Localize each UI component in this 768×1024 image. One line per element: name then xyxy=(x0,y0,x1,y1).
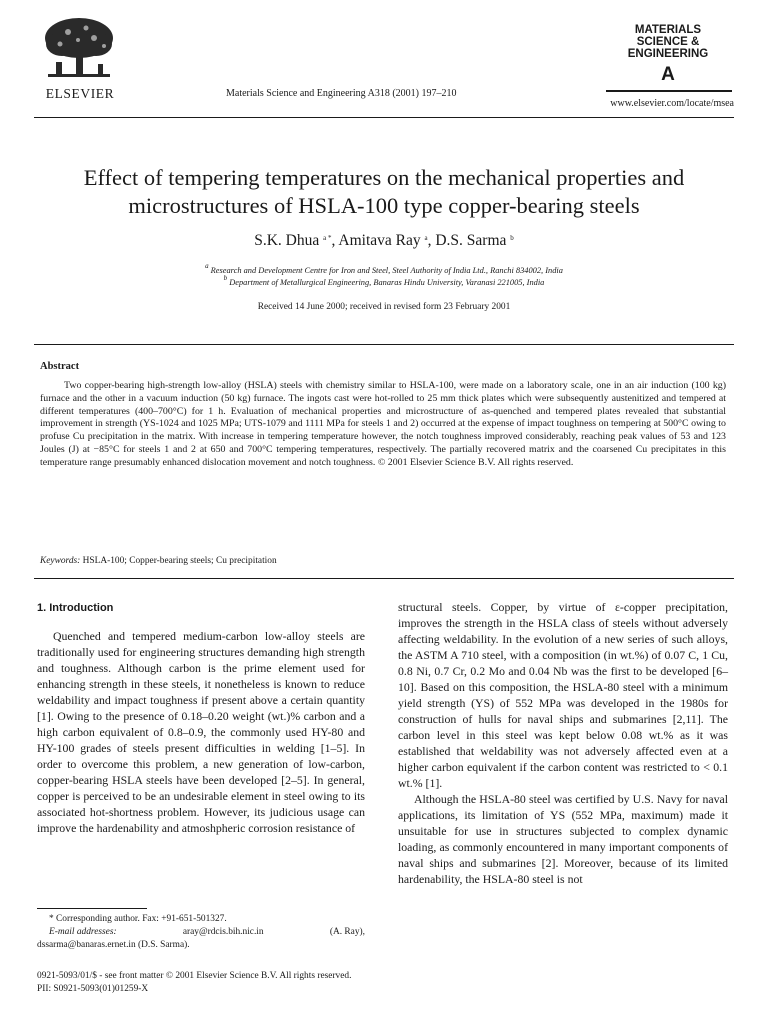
title-divider xyxy=(34,344,734,345)
abstract-text: Two copper-bearing high-strength low-alloy (HSLA) steels with chemistry similar to HSLA-100, were made on a laboratory scale, one in an air induction (100 kg) furnace and the other in a vacuum induction (50 kg) furnace. The ingots cast were hot-rolled to 25 mm thick plates which were subsequently austenitized and tempered at different temperatures (400–700°C) for 1 h. Evaluation of mechanical properties and microstructure of as-quenched and tempered plates revealed that substantial improvement in strength (YS-1024 and 1025 MPa; UTS-1079 and 1111 MPa for steels 1 and 2) occurred at the expense of impact toughness on tempering at 500°C owing to profuse Cu precipitation in the matrix. With increase in tempering temperature however, the notch toughness improved considerably, reaching peak values of 53 and 123 Joules (J) at −85°C for steels 1 and 2 at 650 and 700°C tempering temperatures, respectively. The partially recovered matrix and the coarsened Cu precipitates in this temperature range presumably enhanced dislocation movement and notch toughness. © 2001 Elsevier Science B.V. All rights reserved. xyxy=(40,380,726,468)
body-paragraph: Quenched and tempered medium-carbon low-alloy steels are traditionally used for engineering structures demanding high strength and toughness. Although carbon is the prime element used for enhancing strength in these steels, it nonetheless is known to reduce weldability and impact toughness if present above a certain quantity [1]. Owing to the presence of 0.18–0.20 weight (wt.)% carbon and a high carbon equivalent of 0.8–0.9, the commonly used HY-80 and HY-100 grades of steels present difficulties in welding [1–5]. In order to overcome this problem, a new generation of low-carbon, copper-bearing HSLA steels have been developed [2–5]. In general, copper is perceived to be an undesirable element in steel owing to its associated hot-shortness problem. However, its judicious usage can improve the hardenability and atmoshpheric corrosion resistance of xyxy=(37,629,365,835)
corresponding-author-note: * Corresponding author. Fax: +91-651-501327. xyxy=(49,914,227,924)
title-line: microstructures of HSLA-100 type copper-bearing steels xyxy=(128,193,640,218)
author-affiliation-mark: b xyxy=(510,234,514,242)
masthead-series-letter: A xyxy=(661,64,675,85)
email-line xyxy=(37,926,365,939)
received-dates: Received 14 June 2000; received in revised form 23 February 2001 xyxy=(257,302,511,312)
email-link[interactable]: dssarma@banaras.ernet.in (D.S. Sarma). xyxy=(37,940,190,950)
header-divider xyxy=(34,117,734,118)
section-heading: 1. Introduction xyxy=(37,602,114,614)
left-column xyxy=(37,600,365,836)
journal-url-link[interactable]: www.elsevier.com/locate/msea xyxy=(610,98,734,109)
affiliation xyxy=(34,274,734,289)
keywords-label: Keywords: xyxy=(40,556,81,566)
masthead-rule xyxy=(606,90,732,92)
keywords-line xyxy=(40,556,277,566)
title-line: Effect of tempering temperatures on the mechanical properties and xyxy=(83,165,685,190)
affiliation-list xyxy=(34,262,734,289)
affiliation xyxy=(34,262,734,277)
body-paragraph: structural steels. Copper, by virtue of ε-copper precipitation, improves the strength in the HSLA class of steels without adversely affecting weldability. In the evolution of a new series of such alloys, the ASTM A 710 steel, with a composition (in wt.%) of 0.07 C, 1 Cu, 0.8 Ni, 0.7 Cr, 0.2 Mo and 0.04 Nb was the first to be developed [6–10]. Based on this composition, the HSLA-80 steel with a minimum yield strength (YS) of 552 MPa was developed in the 1980s for construction of hulls for naval ships and submarines [2,11]. The carbon level in this steel was kept below 0.08 wt.% as it was established that weldability was not adversely affected even at a higher carbon equivalent if the carbon content was restricted to < 0.1 wt.% [1]. xyxy=(398,600,728,790)
masthead-line: ENGINEERING xyxy=(627,48,709,60)
page-footer xyxy=(37,970,351,996)
journal-masthead xyxy=(604,24,732,60)
abstract-divider xyxy=(34,578,734,579)
abstract-heading: Abstract xyxy=(40,361,80,372)
article-title xyxy=(34,164,734,220)
affiliation-text: Research and Development Centre for Iron and Steel, Steel Authority of India Ltd., Ranchi 834002, India xyxy=(210,266,563,275)
publisher-name: ELSEVIER xyxy=(45,86,115,101)
journal-citation: Materials Science and Engineering A318 (2001) 197–210 xyxy=(226,88,457,99)
affiliation-mark: b xyxy=(223,274,228,282)
email-link[interactable]: aray@rdcis.bih.nic.in xyxy=(182,927,264,937)
author-name: D.S. Sarma xyxy=(435,232,507,249)
copyright-line: 0921-5093/01/$ - see front matter © 2001 Elsevier Science B.V. All rights reserved. xyxy=(37,971,352,981)
author-name: S.K. Dhua xyxy=(254,232,320,249)
affiliation-text: Department of Metallurgical Engineering, Banaras Hindu University, Varanasi 221005, India xyxy=(229,278,545,287)
author-affiliation-mark: a * xyxy=(323,234,332,242)
affiliation-mark: a xyxy=(205,262,209,270)
author-name: Amitava Ray xyxy=(338,232,421,249)
footnote-divider xyxy=(37,908,147,909)
body-paragraph: Although the HSLA-80 steel was certified by U.S. Navy for naval applications, its limitation of YS (552 MPa, maximum) made it unsuitable for use in structures subjected to complex dynamic loading, as commonly encountered in many important components of naval ships and submarines [2]. Moreover, because of its limited hardenability, the HSLA-80 steel is not xyxy=(398,792,728,886)
author-affiliation-mark: a xyxy=(424,234,428,242)
email-owner: (A. Ray), xyxy=(329,927,365,937)
email-label: E-mail addresses: xyxy=(49,927,117,937)
pii-line: PII: S0921-5093(01)01259-X xyxy=(37,984,149,994)
masthead-line: MATERIALS xyxy=(634,24,702,36)
keywords-value: HSLA-100; Copper-bearing steels; Cu precipitation xyxy=(82,556,277,566)
footnote xyxy=(37,913,365,952)
masthead-line: SCIENCE & xyxy=(636,36,700,48)
author-list: S.K. Dhua $^{a *}$, Amitava Ray $^a$, D.S. Sarma $^b$ xyxy=(254,232,514,249)
elsevier-tree-logo-icon xyxy=(34,14,124,84)
right-column xyxy=(398,599,728,887)
